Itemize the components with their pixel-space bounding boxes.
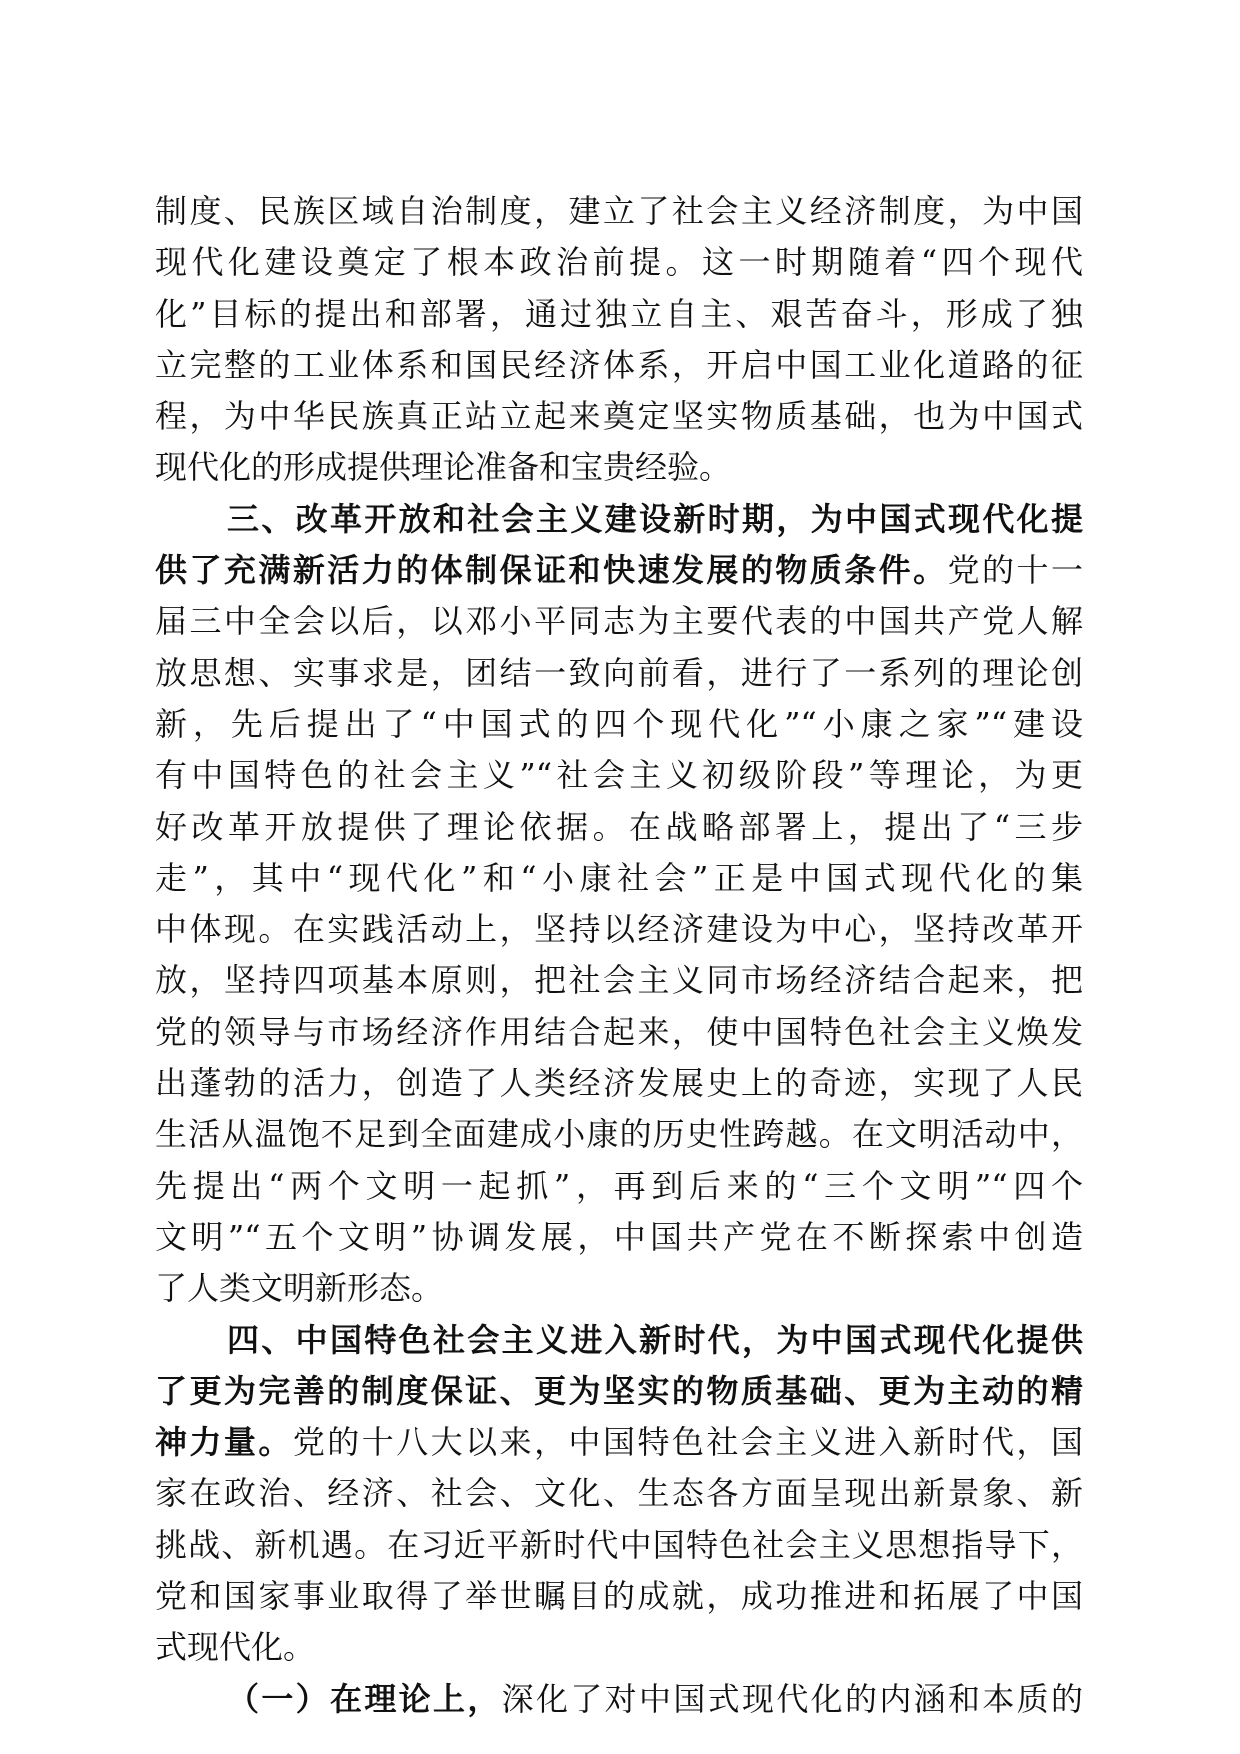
text-line	[155, 1212, 1083, 1263]
text-line	[155, 1417, 1083, 1468]
body-text: 有中国特色的社会主义”“社会主义初级阶段”等理论，为更	[155, 756, 1083, 795]
text-line	[155, 1468, 1083, 1519]
body-text: 制度、民族区域自治制度，建立了社会主义经济制度，为中国	[155, 192, 1083, 230]
text-line	[155, 442, 1083, 493]
body-text: 先提出“两个文明一起抓”，再到后来的“三个文明”“四个	[155, 1166, 1083, 1205]
text-line	[155, 1161, 1083, 1212]
text-line	[155, 494, 1083, 545]
body-text: 挑战、新机遇。在习近平新时代中国特色社会主义思想指导下，	[155, 1525, 1083, 1564]
bold-heading-text: （一）在理论上，	[227, 1679, 502, 1718]
body-text: 深化了对中国式现代化的内涵和本质的	[501, 1679, 1083, 1718]
text-line	[155, 1058, 1083, 1109]
text-line	[155, 545, 1083, 596]
bold-heading-text: 供了充满新活力的体制保证和快速发展的物质条件。	[155, 551, 948, 590]
body-text: 生活从温饱不足到全面建成小康的历史性跨越。在文明活动中，	[155, 1115, 1083, 1154]
text-line	[155, 1315, 1083, 1366]
body-text: 放思想、实事求是，团结一致向前看，进行了一系列的理论创	[155, 653, 1083, 692]
text-line	[155, 802, 1083, 853]
body-text: 好改革开放提供了理论依据。在战略部署上，提出了“三步	[155, 807, 1083, 846]
text-line	[155, 853, 1083, 904]
body-text: 立完整的工业体系和国民经济体系，开启中国工业化道路的征	[155, 345, 1083, 384]
text-line	[155, 391, 1083, 442]
body-text: 中体现。在实践活动上，坚持以经济建设为中心，坚持改革开	[155, 910, 1083, 949]
text-line	[155, 1109, 1083, 1160]
body-text: 新，先后提出了“中国式的四个现代化”“小康之家”“建设	[155, 704, 1083, 743]
document-body	[155, 186, 1083, 1725]
bold-heading-text: 神力量。	[155, 1423, 293, 1462]
bold-heading-text: 四、中国特色社会主义进入新时代，为中国式现代化提供	[227, 1320, 1083, 1359]
text-line	[155, 1263, 1083, 1314]
text-line	[155, 1674, 1083, 1725]
body-text: 党的领导与市场经济作用结合起来，使中国特色社会主义焕发	[155, 1012, 1083, 1051]
body-text: 届三中全会以后，以邓小平同志为主要代表的中国共产党人解	[155, 602, 1083, 641]
text-line	[155, 1520, 1083, 1571]
body-text: 现代化的形成提供理论准备和宝贵经验。	[155, 448, 732, 487]
text-line	[155, 648, 1083, 699]
body-text: 了人类文明新形态。	[155, 1269, 444, 1308]
body-text: 出蓬勃的活力，创造了人类经济发展史上的奇迹，实现了人民	[155, 1064, 1083, 1103]
body-text: 程，为中华民族真正站立起来奠定坚实物质基础，也为中国式	[155, 397, 1083, 436]
text-line	[155, 750, 1083, 801]
text-line	[155, 186, 1083, 237]
text-line	[155, 955, 1083, 1006]
body-text: 现代化建设奠定了根本政治前提。这一时期随着“四个现代	[155, 243, 1083, 282]
body-text: 式现代化。	[155, 1628, 316, 1667]
text-line	[155, 1622, 1083, 1673]
bold-heading-text: 了更为完善的制度保证、更为坚实的物质基础、更为主动的精	[155, 1371, 1083, 1410]
body-text: 化”目标的提出和部署，通过独立自主、艰苦奋斗，形成了独	[155, 294, 1083, 333]
bold-heading-text: 三、改革开放和社会主义建设新时期，为中国式现代化提	[227, 499, 1083, 538]
body-text: 党的十八大以来，中国特色社会主义进入新时代，国	[292, 1423, 1083, 1462]
text-line	[155, 289, 1083, 340]
text-line	[155, 699, 1083, 750]
body-text: 放，坚持四项基本原则，把社会主义同市场经济结合起来，把	[155, 961, 1083, 1000]
text-line	[155, 1007, 1083, 1058]
body-text: 党的十一	[947, 551, 1083, 590]
body-text: 文明”“五个文明”协调发展，中国共产党在不断探索中创造	[155, 1217, 1083, 1256]
text-line	[155, 596, 1083, 647]
text-line	[155, 1571, 1083, 1622]
body-text: 走”，其中“现代化”和“小康社会”正是中国式现代化的集	[155, 858, 1083, 897]
text-line	[155, 904, 1083, 955]
body-text: 党和国家事业取得了举世瞩目的成就，成功推进和拓展了中国	[155, 1577, 1083, 1616]
text-line	[155, 237, 1083, 288]
text-line	[155, 340, 1083, 391]
text-line	[155, 1366, 1083, 1417]
body-text: 家在政治、经济、社会、文化、生态各方面呈现出新景象、新	[155, 1474, 1083, 1513]
